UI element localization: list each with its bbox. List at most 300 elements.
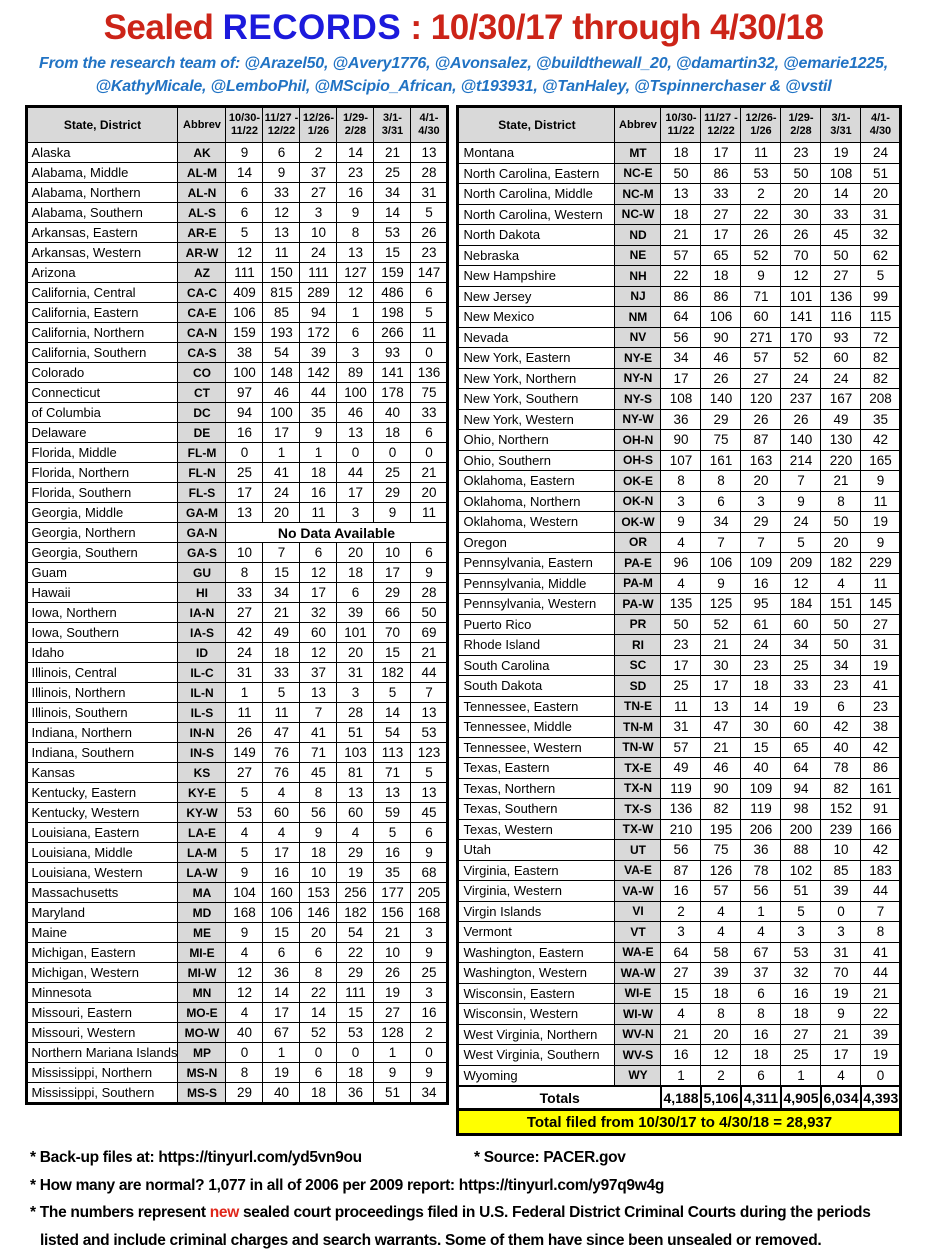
value-cell: 27 bbox=[661, 963, 701, 984]
value-cell: 10 bbox=[300, 223, 337, 243]
abbrev-cell: NC-M bbox=[615, 184, 661, 205]
value-cell: 3 bbox=[741, 491, 781, 512]
value-cell: 11 bbox=[263, 243, 300, 263]
value-cell: 6 bbox=[741, 1065, 781, 1086]
period-line-1: 3/1- bbox=[383, 112, 402, 124]
state-cell: Nebraska bbox=[458, 245, 615, 266]
value-cell: 25 bbox=[781, 655, 821, 676]
value-cell: 58 bbox=[701, 942, 741, 963]
value-cell: 12 bbox=[226, 983, 263, 1003]
state-cell: Missouri, Eastern bbox=[26, 1003, 178, 1023]
value-cell: 69 bbox=[411, 623, 448, 643]
value-cell: 17 bbox=[701, 225, 741, 246]
column-header-state: State, District bbox=[458, 107, 615, 143]
value-cell: 23 bbox=[781, 143, 821, 164]
value-cell: 86 bbox=[661, 286, 701, 307]
value-cell: 166 bbox=[861, 819, 901, 840]
table-row bbox=[458, 819, 901, 840]
value-cell: 53 bbox=[411, 723, 448, 743]
table-row bbox=[458, 778, 901, 799]
value-cell: 4 bbox=[226, 1003, 263, 1023]
value-cell: 21 bbox=[411, 463, 448, 483]
value-cell: 2 bbox=[411, 1023, 448, 1043]
period-line-1: 12/26- bbox=[303, 112, 334, 124]
state-cell: Hawaii bbox=[26, 583, 178, 603]
state-cell: South Dakota bbox=[458, 676, 615, 697]
value-cell: 17 bbox=[337, 483, 374, 503]
value-cell: 9 bbox=[821, 1004, 861, 1025]
value-cell: 54 bbox=[374, 723, 411, 743]
value-cell: 14 bbox=[821, 184, 861, 205]
abbrev-cell: FL-S bbox=[178, 483, 226, 503]
table-row bbox=[26, 583, 448, 603]
table-row bbox=[458, 512, 901, 533]
state-cell: California, Northern bbox=[26, 323, 178, 343]
table-row bbox=[26, 903, 448, 923]
abbrev-cell: MO-W bbox=[178, 1023, 226, 1043]
value-cell: 14 bbox=[374, 203, 411, 223]
value-cell: 40 bbox=[226, 1023, 263, 1043]
value-cell: 29 bbox=[701, 409, 741, 430]
column-header-period-1 bbox=[661, 107, 701, 143]
state-cell: Arizona bbox=[26, 263, 178, 283]
value-cell: 19 bbox=[781, 696, 821, 717]
value-cell: 19 bbox=[821, 143, 861, 164]
value-cell: 167 bbox=[821, 389, 861, 410]
value-cell: 9 bbox=[411, 563, 448, 583]
value-cell: 14 bbox=[226, 163, 263, 183]
value-cell: 9 bbox=[861, 532, 901, 553]
value-cell: 34 bbox=[821, 655, 861, 676]
table-row bbox=[26, 1063, 448, 1083]
value-cell: 88 bbox=[781, 840, 821, 861]
value-cell: 108 bbox=[821, 163, 861, 184]
value-cell: 15 bbox=[374, 643, 411, 663]
state-cell: Delaware bbox=[26, 423, 178, 443]
right-table bbox=[456, 105, 902, 1136]
value-cell: 146 bbox=[300, 903, 337, 923]
title-sealed: Sealed bbox=[104, 8, 223, 47]
period-line-2: 1/26 bbox=[308, 125, 329, 137]
state-cell: of Columbia bbox=[26, 403, 178, 423]
state-cell: Pennsylvania, Western bbox=[458, 594, 615, 615]
research-team-credits bbox=[0, 52, 927, 98]
table-row bbox=[458, 143, 901, 164]
state-cell: Florida, Northern bbox=[26, 463, 178, 483]
state-cell: Indiana, Southern bbox=[26, 743, 178, 763]
value-cell: 160 bbox=[263, 883, 300, 903]
value-cell: 40 bbox=[263, 1083, 300, 1104]
state-cell: Kansas bbox=[26, 763, 178, 783]
value-cell: 52 bbox=[300, 1023, 337, 1043]
state-cell: Ohio, Northern bbox=[458, 430, 615, 451]
abbrev-cell: SD bbox=[615, 676, 661, 697]
value-cell: 7 bbox=[861, 901, 901, 922]
value-cell: 17 bbox=[374, 563, 411, 583]
value-cell: 89 bbox=[337, 363, 374, 383]
total-value-cell: 4,311 bbox=[741, 1086, 781, 1110]
table-row bbox=[26, 323, 448, 343]
value-cell: 9 bbox=[861, 471, 901, 492]
value-cell: 142 bbox=[300, 363, 337, 383]
value-cell: 1 bbox=[741, 901, 781, 922]
value-cell: 17 bbox=[226, 483, 263, 503]
state-cell: Illinois, Southern bbox=[26, 703, 178, 723]
value-cell: 1 bbox=[781, 1065, 821, 1086]
state-cell: Ohio, Southern bbox=[458, 450, 615, 471]
value-cell: 0 bbox=[411, 343, 448, 363]
value-cell: 27 bbox=[300, 183, 337, 203]
value-cell: 34 bbox=[661, 348, 701, 369]
value-cell: 5 bbox=[374, 683, 411, 703]
value-cell: 37 bbox=[300, 163, 337, 183]
value-cell: 22 bbox=[661, 266, 701, 287]
value-cell: 6 bbox=[337, 583, 374, 603]
value-cell: 193 bbox=[263, 323, 300, 343]
abbrev-cell: NJ bbox=[615, 286, 661, 307]
value-cell: 99 bbox=[861, 286, 901, 307]
value-cell: 45 bbox=[821, 225, 861, 246]
value-cell: 6 bbox=[300, 1063, 337, 1083]
period-line-1: 10/30- bbox=[665, 112, 696, 124]
value-cell: 29 bbox=[374, 583, 411, 603]
table-row bbox=[26, 723, 448, 743]
table-row bbox=[458, 471, 901, 492]
period-line-1: 11/27 - bbox=[704, 112, 738, 124]
state-cell: Michigan, Western bbox=[26, 963, 178, 983]
value-cell: 8 bbox=[821, 491, 861, 512]
table-row bbox=[26, 203, 448, 223]
value-cell: 25 bbox=[374, 463, 411, 483]
table-row bbox=[458, 266, 901, 287]
abbrev-cell: NY-S bbox=[615, 389, 661, 410]
value-cell: 54 bbox=[263, 343, 300, 363]
abbrev-cell: GA-S bbox=[178, 543, 226, 563]
value-cell: 106 bbox=[701, 307, 741, 328]
value-cell: 101 bbox=[781, 286, 821, 307]
state-cell: Oregon bbox=[458, 532, 615, 553]
value-cell: 6 bbox=[411, 423, 448, 443]
value-cell: 6 bbox=[263, 943, 300, 963]
table-row bbox=[26, 523, 448, 543]
total-value-cell: 6,034 bbox=[821, 1086, 861, 1110]
state-cell: Tennessee, Middle bbox=[458, 717, 615, 738]
value-cell: 119 bbox=[741, 799, 781, 820]
value-cell: 13 bbox=[300, 683, 337, 703]
table-row bbox=[26, 703, 448, 723]
state-cell: Pennsylvania, Middle bbox=[458, 573, 615, 594]
value-cell: 11 bbox=[741, 143, 781, 164]
value-cell: 54 bbox=[337, 923, 374, 943]
value-cell: 44 bbox=[337, 463, 374, 483]
value-cell: 24 bbox=[741, 635, 781, 656]
value-cell: 20 bbox=[411, 483, 448, 503]
value-cell: 39 bbox=[861, 1024, 901, 1045]
table-row bbox=[26, 683, 448, 703]
table-row bbox=[458, 1024, 901, 1045]
value-cell: 41 bbox=[300, 723, 337, 743]
state-cell: Illinois, Central bbox=[26, 663, 178, 683]
state-cell: Massachusetts bbox=[26, 883, 178, 903]
state-cell: Louisiana, Western bbox=[26, 863, 178, 883]
value-cell: 12 bbox=[781, 266, 821, 287]
value-cell: 147 bbox=[411, 263, 448, 283]
abbrev-cell: GU bbox=[178, 563, 226, 583]
value-cell: 111 bbox=[337, 983, 374, 1003]
value-cell: 38 bbox=[226, 343, 263, 363]
table-row bbox=[458, 1045, 901, 1066]
abbrev-cell: LA-M bbox=[178, 843, 226, 863]
table-row bbox=[26, 763, 448, 783]
value-cell: 17 bbox=[701, 676, 741, 697]
abbrev-cell: AR-W bbox=[178, 243, 226, 263]
value-cell: 94 bbox=[781, 778, 821, 799]
value-cell: 39 bbox=[300, 343, 337, 363]
value-cell: 5 bbox=[226, 783, 263, 803]
value-cell: 4 bbox=[821, 573, 861, 594]
value-cell: 85 bbox=[263, 303, 300, 323]
abbrev-cell: PR bbox=[615, 614, 661, 635]
value-cell: 18 bbox=[661, 204, 701, 225]
value-cell: 9 bbox=[226, 863, 263, 883]
value-cell: 136 bbox=[411, 363, 448, 383]
abbrev-cell: NE bbox=[615, 245, 661, 266]
value-cell: 18 bbox=[300, 843, 337, 863]
value-cell: 56 bbox=[741, 881, 781, 902]
table-row bbox=[458, 942, 901, 963]
abbrev-cell: MS-N bbox=[178, 1063, 226, 1083]
value-cell: 50 bbox=[821, 512, 861, 533]
value-cell: 9 bbox=[226, 923, 263, 943]
value-cell: 23 bbox=[861, 696, 901, 717]
value-cell: 50 bbox=[821, 614, 861, 635]
value-cell: 13 bbox=[337, 783, 374, 803]
table-row bbox=[26, 1043, 448, 1063]
title-date-range: : 10/30/17 through 4/30/18 bbox=[401, 8, 823, 47]
table-row bbox=[26, 443, 448, 463]
state-cell: North Carolina, Middle bbox=[458, 184, 615, 205]
value-cell: 5 bbox=[411, 763, 448, 783]
value-cell: 93 bbox=[374, 343, 411, 363]
value-cell: 33 bbox=[263, 663, 300, 683]
value-cell: 90 bbox=[661, 430, 701, 451]
value-cell: 20 bbox=[821, 532, 861, 553]
state-cell: Louisiana, Middle bbox=[26, 843, 178, 863]
value-cell: 25 bbox=[661, 676, 701, 697]
value-cell: 18 bbox=[741, 1045, 781, 1066]
abbrev-cell: CT bbox=[178, 383, 226, 403]
table-row bbox=[458, 717, 901, 738]
value-cell: 161 bbox=[861, 778, 901, 799]
table-row bbox=[458, 491, 901, 512]
footnote-line-3-post: sealed court proceedings filed in U.S. Federal District Criminal Courts during the periods bbox=[239, 1204, 871, 1221]
value-cell: 31 bbox=[337, 663, 374, 683]
value-cell: 30 bbox=[781, 204, 821, 225]
table-row bbox=[26, 263, 448, 283]
state-cell: California, Southern bbox=[26, 343, 178, 363]
state-cell: New Jersey bbox=[458, 286, 615, 307]
value-cell: 32 bbox=[300, 603, 337, 623]
value-cell: 12 bbox=[300, 563, 337, 583]
value-cell: 107 bbox=[661, 450, 701, 471]
value-cell: 13 bbox=[374, 783, 411, 803]
value-cell: 1 bbox=[337, 303, 374, 323]
state-cell: Nevada bbox=[458, 327, 615, 348]
table-row bbox=[458, 758, 901, 779]
value-cell: 13 bbox=[661, 184, 701, 205]
abbrev-cell: PA-M bbox=[615, 573, 661, 594]
value-cell: 20 bbox=[263, 503, 300, 523]
period-line-1: 10/30- bbox=[229, 112, 260, 124]
value-cell: 38 bbox=[861, 717, 901, 738]
value-cell: 16 bbox=[741, 573, 781, 594]
value-cell: 165 bbox=[861, 450, 901, 471]
abbrev-cell: MS-S bbox=[178, 1083, 226, 1104]
state-cell: North Carolina, Western bbox=[458, 204, 615, 225]
abbrev-cell: WI-E bbox=[615, 983, 661, 1004]
value-cell: 815 bbox=[263, 283, 300, 303]
period-line-1: 4/1- bbox=[871, 112, 890, 124]
value-cell: 237 bbox=[781, 389, 821, 410]
table-row bbox=[458, 163, 901, 184]
abbrev-cell: GA-M bbox=[178, 503, 226, 523]
state-cell: Georgia, Middle bbox=[26, 503, 178, 523]
value-cell: 7 bbox=[300, 703, 337, 723]
value-cell: 23 bbox=[661, 635, 701, 656]
abbrev-cell: CA-N bbox=[178, 323, 226, 343]
table-row bbox=[26, 983, 448, 1003]
value-cell: 27 bbox=[821, 266, 861, 287]
value-cell: 27 bbox=[701, 204, 741, 225]
value-cell: 18 bbox=[263, 643, 300, 663]
state-cell: Georgia, Northern bbox=[26, 523, 178, 543]
abbrev-cell: TX-S bbox=[615, 799, 661, 820]
value-cell: 57 bbox=[661, 737, 701, 758]
value-cell: 71 bbox=[741, 286, 781, 307]
value-cell: 4 bbox=[821, 1065, 861, 1086]
state-cell: Minnesota bbox=[26, 983, 178, 1003]
value-cell: 4 bbox=[263, 783, 300, 803]
table-row bbox=[458, 532, 901, 553]
state-cell: Iowa, Northern bbox=[26, 603, 178, 623]
value-cell: 102 bbox=[781, 860, 821, 881]
abbrev-cell: VI bbox=[615, 901, 661, 922]
value-cell: 150 bbox=[263, 263, 300, 283]
value-cell: 11 bbox=[263, 703, 300, 723]
value-cell: 13 bbox=[701, 696, 741, 717]
value-cell: 49 bbox=[661, 758, 701, 779]
value-cell: 82 bbox=[861, 348, 901, 369]
column-header-period-6 bbox=[411, 107, 448, 143]
table-row bbox=[458, 901, 901, 922]
value-cell: 12 bbox=[337, 283, 374, 303]
period-line-1: 3/1- bbox=[832, 112, 851, 124]
value-cell: 41 bbox=[861, 942, 901, 963]
value-cell: 9 bbox=[374, 503, 411, 523]
table-row bbox=[26, 1083, 448, 1104]
abbrev-cell: OH-S bbox=[615, 450, 661, 471]
value-cell: 35 bbox=[374, 863, 411, 883]
right-table-header bbox=[458, 107, 901, 143]
table-row bbox=[458, 963, 901, 984]
period-line-1: 12/26- bbox=[745, 112, 776, 124]
value-cell: 177 bbox=[374, 883, 411, 903]
value-cell: 26 bbox=[781, 409, 821, 430]
value-cell: 29 bbox=[741, 512, 781, 533]
value-cell: 206 bbox=[741, 819, 781, 840]
value-cell: 13 bbox=[337, 243, 374, 263]
value-cell: 100 bbox=[226, 363, 263, 383]
state-cell: Oklahoma, Northern bbox=[458, 491, 615, 512]
value-cell: 75 bbox=[701, 430, 741, 451]
value-cell: 20 bbox=[781, 184, 821, 205]
value-cell: 8 bbox=[701, 1004, 741, 1025]
value-cell: 16 bbox=[741, 1024, 781, 1045]
abbrev-cell: OR bbox=[615, 532, 661, 553]
abbrev-cell: VT bbox=[615, 922, 661, 943]
value-cell: 60 bbox=[300, 623, 337, 643]
value-cell: 51 bbox=[374, 1083, 411, 1104]
value-cell: 10 bbox=[374, 943, 411, 963]
value-cell: 51 bbox=[861, 163, 901, 184]
abbrev-cell: TX-W bbox=[615, 819, 661, 840]
value-cell: 31 bbox=[861, 635, 901, 656]
value-cell: 56 bbox=[661, 327, 701, 348]
value-cell: 36 bbox=[263, 963, 300, 983]
value-cell: 214 bbox=[781, 450, 821, 471]
table-row bbox=[26, 463, 448, 483]
period-line-2: 11/22 bbox=[668, 125, 695, 137]
table-row bbox=[26, 223, 448, 243]
value-cell: 20 bbox=[861, 184, 901, 205]
page-title bbox=[0, 6, 927, 50]
table-row bbox=[26, 623, 448, 643]
state-cell: Virginia, Eastern bbox=[458, 860, 615, 881]
value-cell: 3 bbox=[337, 503, 374, 523]
table-row bbox=[458, 840, 901, 861]
value-cell: 141 bbox=[781, 307, 821, 328]
left-table bbox=[25, 105, 450, 1105]
abbrev-cell: IA-N bbox=[178, 603, 226, 623]
state-cell: Mississippi, Southern bbox=[26, 1083, 178, 1104]
value-cell: 28 bbox=[411, 163, 448, 183]
value-cell: 44 bbox=[300, 383, 337, 403]
value-cell: 81 bbox=[337, 763, 374, 783]
column-header-abbrev: Abbrev bbox=[178, 107, 226, 143]
tables-area bbox=[0, 105, 927, 1136]
value-cell: 31 bbox=[411, 183, 448, 203]
state-cell: Idaho bbox=[26, 643, 178, 663]
state-cell: Pennsylvania, Eastern bbox=[458, 553, 615, 574]
abbrev-cell: WA-E bbox=[615, 942, 661, 963]
state-cell: Kentucky, Eastern bbox=[26, 783, 178, 803]
state-cell: North Dakota bbox=[458, 225, 615, 246]
table-row bbox=[26, 883, 448, 903]
value-cell: 130 bbox=[821, 430, 861, 451]
state-cell: Rhode Island bbox=[458, 635, 615, 656]
value-cell: 9 bbox=[411, 843, 448, 863]
abbrev-cell: WV-N bbox=[615, 1024, 661, 1045]
title-records: RECORDS bbox=[223, 8, 402, 47]
value-cell: 21 bbox=[661, 1024, 701, 1045]
value-cell: 40 bbox=[374, 403, 411, 423]
value-cell: 27 bbox=[741, 368, 781, 389]
value-cell: 0 bbox=[337, 1043, 374, 1063]
value-cell: 1 bbox=[300, 443, 337, 463]
state-cell: Washington, Western bbox=[458, 963, 615, 984]
value-cell: 119 bbox=[661, 778, 701, 799]
value-cell: 19 bbox=[337, 863, 374, 883]
